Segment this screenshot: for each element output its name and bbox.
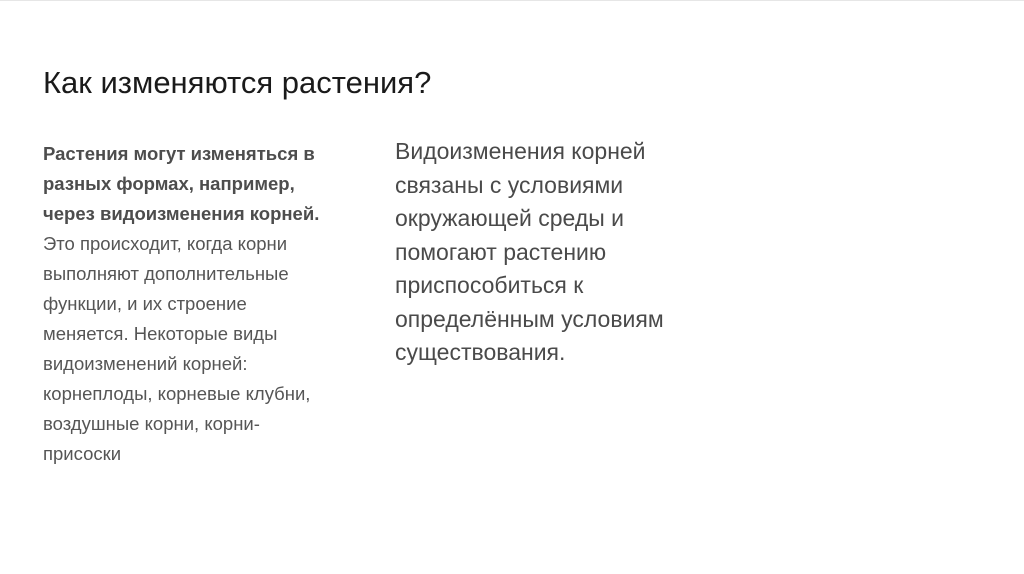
- right-text-line: помогают растению: [395, 238, 607, 265]
- left-text-line: корнеплоды, корневые клубни,: [43, 383, 311, 404]
- right-text-line: связаны с условиями: [395, 171, 624, 198]
- slide-title: Как изменяются растения?: [43, 65, 432, 100]
- left-text-line: воздушные корни, корни-: [43, 413, 260, 434]
- left-text-line: видоизменений корней:: [43, 353, 248, 374]
- right-text-line: приспособиться к: [395, 272, 584, 298]
- right-text-line: существования.: [395, 339, 566, 365]
- left-bold-line: через видоизменения корней.: [43, 203, 320, 224]
- left-text-line: меняется. Некоторые виды: [43, 323, 278, 344]
- right-text-line: окружающей среды и: [395, 205, 625, 231]
- left-bold-line: Растения могут изменяться в: [43, 143, 315, 164]
- left-text-line: функции, и их строение: [43, 293, 247, 314]
- right-text-column: [395, 135, 725, 370]
- left-text-line: Это происходит, когда корни: [43, 233, 288, 254]
- left-text-column: [43, 139, 378, 469]
- right-text-line: Видоизменения корней: [395, 138, 646, 164]
- right-text-line: определённым условиям: [395, 305, 664, 332]
- left-bold-line: разных формах, например,: [43, 173, 295, 194]
- left-text-line: присоски: [43, 443, 122, 464]
- left-text-line: выполняют дополнительные: [43, 263, 289, 284]
